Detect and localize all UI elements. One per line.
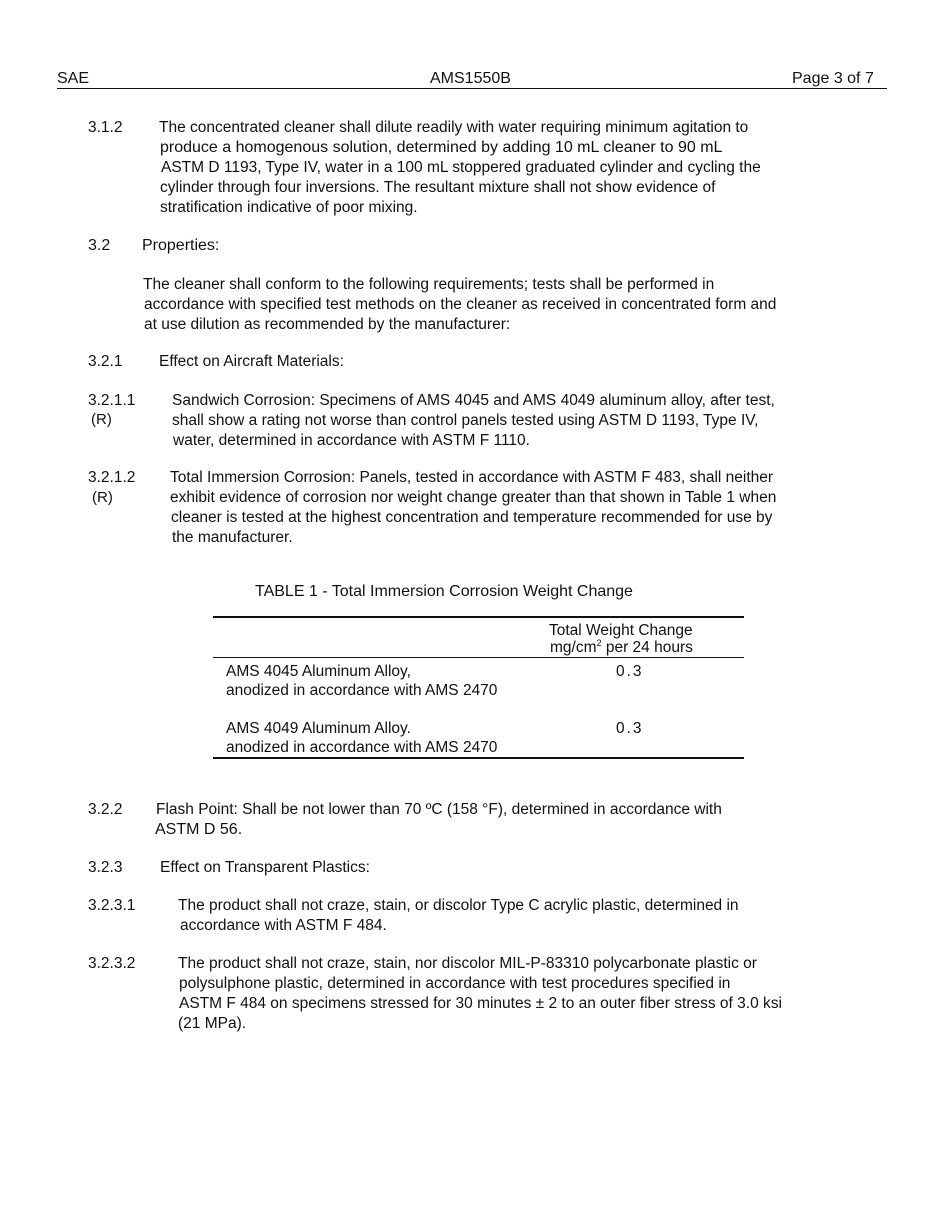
text-line: the manufacturer. xyxy=(172,529,293,546)
section-title-transparent-plastics: Effect on Transparent Plastics: xyxy=(160,859,370,876)
unit-text: per 24 hours xyxy=(601,639,693,656)
section-title-properties: Properties: xyxy=(142,237,220,254)
text-line: cleaner is tested at the highest concentration and temperature recommended for use by xyxy=(171,509,773,526)
row-name-line: AMS 4045 Aluminum Alloy, xyxy=(226,663,411,680)
row-name-line: anodized in accordance with AMS 2470 xyxy=(226,682,498,699)
text-line: polysulphone plastic, determined in accordance with test procedures specified in xyxy=(179,975,731,992)
row-name-line: AMS 4049 Aluminum Alloy. xyxy=(226,720,411,737)
section-number-3-1-2: 3.1.2 xyxy=(88,119,123,136)
section-number-3-2-2: 3.2.2 xyxy=(88,801,123,818)
text-line: at use dilution as recommended by the manufacturer: xyxy=(144,316,511,333)
revision-marker: (R) xyxy=(92,489,113,506)
section-3-2-3-1-text xyxy=(178,896,739,936)
header-rule xyxy=(57,88,887,89)
section-3-2-3-2-text xyxy=(178,954,782,1034)
table-bottom-rule xyxy=(213,757,744,759)
section-number-3-2-1-1: 3.2.1.1 xyxy=(88,392,136,409)
text-line: accordance with ASTM F 484. xyxy=(180,917,387,934)
revision-marker: (R) xyxy=(91,411,112,428)
text-line: Total Immersion Corrosion: Panels, tested in accordance with ASTM F 483, shall neither xyxy=(170,469,774,486)
text-line: accordance with specified test methods on the cleaner as received in concentrated form and xyxy=(144,296,777,313)
text-line: exhibit evidence of corrosion nor weight change greater than that shown in Table 1 when xyxy=(170,489,777,506)
table-top-rule xyxy=(213,616,744,618)
text-line: Sandwich Corrosion: Specimens of AMS 4045 and AMS 4049 aluminum alloy, after test, xyxy=(172,392,775,409)
section-3-2-text xyxy=(143,275,776,335)
section-title-aircraft-materials: Effect on Aircraft Materials: xyxy=(159,353,344,370)
table-title: TABLE 1 - Total Immersion Corrosion Weight Change xyxy=(255,583,633,600)
table-row-name xyxy=(226,719,497,757)
table-column-header xyxy=(549,622,693,656)
section-3-2-1-2-text xyxy=(170,468,776,548)
text-line: stratification indicative of poor mixing. xyxy=(160,199,418,216)
text-line: The product shall not craze, stain, or discolor Type C acrylic plastic, determined in xyxy=(178,897,739,914)
unit-text: mg/cm xyxy=(550,639,597,656)
section-number-3-2-1-2: 3.2.1.2 xyxy=(88,469,136,486)
text-line: produce a homogenous solution, determined by adding 10 mL cleaner to 90 mL xyxy=(160,139,723,156)
row-name-line: anodized in accordance with AMS 2470 xyxy=(226,739,498,756)
text-line: The product shall not craze, stain, nor discolor MIL-P-83310 polycarbonate plastic or xyxy=(178,955,757,972)
text-line: Flash Point: Shall be not lower than 70 ºC (158 °F), determined in accordance with xyxy=(156,801,722,818)
text-line: ASTM D 1193, Type IV, water in a 100 mL stoppered graduated cylinder and cycling the xyxy=(161,159,761,176)
section-3-2-2-text xyxy=(156,800,722,840)
header-left: SAE xyxy=(57,70,90,87)
table-header-rule xyxy=(213,657,744,658)
section-number-3-2-1: 3.2.1 xyxy=(88,353,123,370)
section-number-3-2-3: 3.2.3 xyxy=(88,859,123,876)
table-row-name xyxy=(226,662,497,700)
column-header-line: Total Weight Change xyxy=(549,622,693,639)
text-line: shall show a rating not worse than control panels tested using ASTM D 1193, Type IV, xyxy=(172,412,759,429)
unit-exponent: 2 xyxy=(596,637,602,648)
document-number: AMS1550B xyxy=(430,70,511,87)
section-3-1-2-text xyxy=(159,118,761,218)
page-indicator: Page 3 of 7 xyxy=(792,70,874,87)
text-line: cylinder through four inversions. The resultant mixture shall not show evidence of xyxy=(160,179,716,196)
text-line: The cleaner shall conform to the following requirements; tests shall be performed in xyxy=(143,276,715,293)
section-3-2-1-1-text xyxy=(172,391,775,451)
section-number-3-2: 3.2 xyxy=(88,237,111,254)
column-header-unit xyxy=(550,639,693,656)
text-line: ASTM F 484 on specimens stressed for 30 minutes ± 2 to an outer fiber stress of 3.0 ksi xyxy=(179,995,782,1012)
text-line: ASTM D 56. xyxy=(155,821,243,838)
section-number-3-2-3-2: 3.2.3.2 xyxy=(88,955,136,972)
text-line: (21 MPa). xyxy=(178,1015,247,1032)
table-row-value: 0.3 xyxy=(616,663,644,680)
text-line: The concentrated cleaner shall dilute readily with water requiring minimum agitation to xyxy=(159,119,749,136)
table-row-value: 0.3 xyxy=(616,720,644,737)
section-number-3-2-3-1: 3.2.3.1 xyxy=(88,897,136,914)
text-line: water, determined in accordance with ASTM F 1110. xyxy=(173,432,530,449)
